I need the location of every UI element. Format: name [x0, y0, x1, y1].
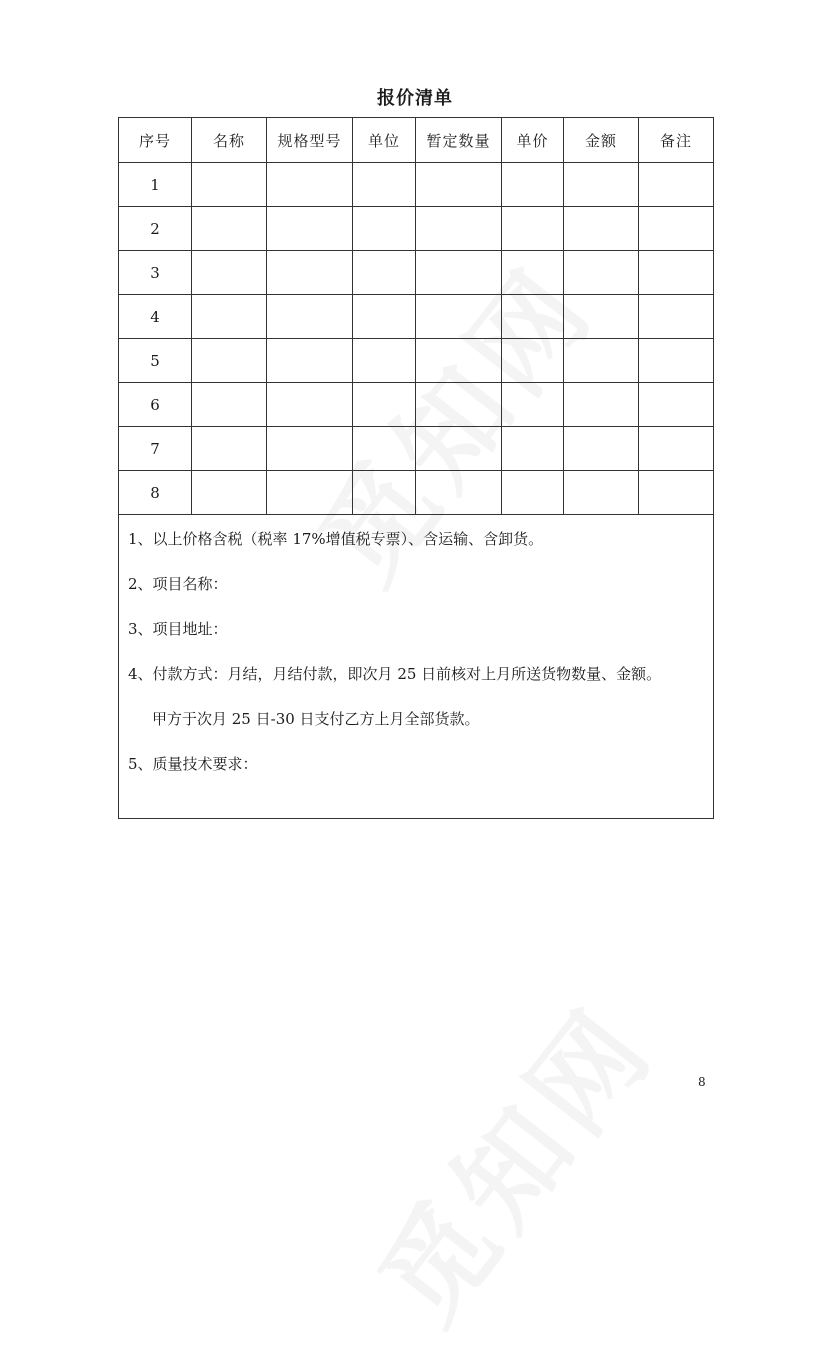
header-unit: 单位 — [353, 118, 416, 163]
table-cell — [502, 163, 564, 207]
table-cell — [564, 339, 639, 383]
table-cell — [639, 427, 714, 471]
table-cell — [564, 251, 639, 295]
table-cell — [353, 295, 416, 339]
note-item: 3、项目地址： — [128, 620, 228, 638]
table-cell — [564, 427, 639, 471]
table-cell — [192, 207, 267, 251]
table-cell — [639, 383, 714, 427]
table-cell — [416, 251, 502, 295]
table-cell — [502, 251, 564, 295]
table-cell: 3 — [119, 251, 192, 295]
table-cell — [564, 383, 639, 427]
table-row — [119, 163, 714, 207]
table-cell — [564, 295, 639, 339]
note-item: 1、以上价格含税（税率 17%增值税专票）、含运输、含卸货。 — [128, 530, 544, 548]
table-cell — [502, 383, 564, 427]
table-row — [119, 471, 714, 515]
table-body — [119, 163, 714, 515]
note-item: 2、项目名称： — [128, 575, 228, 593]
table-cell — [639, 339, 714, 383]
table-cell — [192, 251, 267, 295]
table-cell — [564, 207, 639, 251]
table-cell — [639, 207, 714, 251]
table-cell — [267, 339, 353, 383]
quotation-table — [118, 117, 714, 819]
header-name: 名称 — [192, 118, 267, 163]
table-cell — [502, 295, 564, 339]
table-row — [119, 427, 714, 471]
header-unit-price: 单价 — [502, 118, 564, 163]
table-cell — [192, 163, 267, 207]
table-cell — [192, 471, 267, 515]
table-cell — [416, 339, 502, 383]
header-spec: 规格型号 — [267, 118, 353, 163]
table-cell — [502, 339, 564, 383]
table-cell — [267, 251, 353, 295]
table-cell — [353, 251, 416, 295]
table-cell — [639, 163, 714, 207]
table-cell: 2 — [119, 207, 192, 251]
table-cell — [267, 383, 353, 427]
table-cell — [416, 427, 502, 471]
table-cell: 6 — [119, 383, 192, 427]
table-row — [119, 383, 714, 427]
header-index: 序号 — [119, 118, 192, 163]
notes-cell — [119, 515, 714, 819]
table-cell — [502, 207, 564, 251]
table-row — [119, 339, 714, 383]
header-amount: 金额 — [564, 118, 639, 163]
table-cell — [192, 339, 267, 383]
table-cell — [639, 295, 714, 339]
table-cell — [267, 207, 353, 251]
table-cell — [267, 471, 353, 515]
table-cell — [192, 295, 267, 339]
page-number: 8 — [698, 1075, 706, 1089]
table-cell — [416, 163, 502, 207]
table-cell: 8 — [119, 471, 192, 515]
table-cell — [267, 427, 353, 471]
table-cell — [267, 295, 353, 339]
table-cell — [416, 471, 502, 515]
table-cell — [353, 207, 416, 251]
table-row — [119, 207, 714, 251]
table-cell — [416, 295, 502, 339]
table-cell — [353, 427, 416, 471]
notes-list — [119, 515, 713, 774]
table-cell — [192, 427, 267, 471]
watermark-bottom — [337, 969, 683, 1349]
table-cell — [192, 383, 267, 427]
note-item-continuation: 甲方于次月 25 日-30 日支付乙方上月全部货款。 — [152, 710, 480, 728]
header-remarks: 备注 — [639, 118, 714, 163]
page-title: 报价清单 — [377, 88, 453, 109]
table-cell — [353, 339, 416, 383]
table-cell — [416, 207, 502, 251]
table-cell — [267, 163, 353, 207]
table-cell — [502, 471, 564, 515]
table-cell — [353, 383, 416, 427]
table-cell — [502, 427, 564, 471]
table-cell — [416, 383, 502, 427]
table-cell — [564, 163, 639, 207]
table-cell — [353, 471, 416, 515]
notes-row — [119, 515, 714, 819]
note-item: 4、付款方式：月结，月结付款，即次月 25 日前核对上月所送货物数量、金额。 — [128, 665, 662, 683]
note-item: 5、质量技术要求： — [128, 755, 258, 773]
table-cell: 5 — [119, 339, 192, 383]
table-cell — [353, 163, 416, 207]
table-row — [119, 295, 714, 339]
table-cell: 4 — [119, 295, 192, 339]
table-cell — [639, 251, 714, 295]
table-header-row — [119, 118, 714, 163]
table-cell — [639, 471, 714, 515]
table-cell — [564, 471, 639, 515]
table-cell: 1 — [119, 163, 192, 207]
table-cell: 7 — [119, 427, 192, 471]
header-quantity: 暂定数量 — [416, 118, 502, 163]
table-row — [119, 251, 714, 295]
